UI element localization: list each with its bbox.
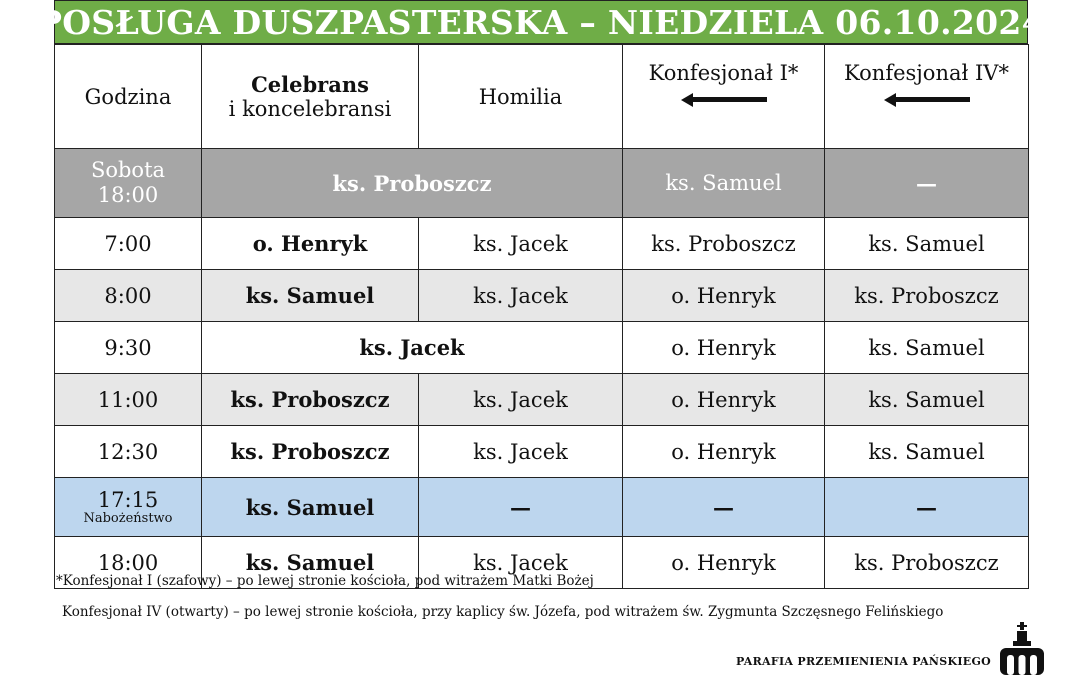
row-konf1: o. Henryk: [623, 374, 825, 426]
row-time-subtitle: Nabożeństwo: [83, 510, 173, 526]
saturday-row: [55, 149, 1029, 218]
saturday-hour: 18:00: [97, 183, 159, 207]
header-homilia: Homilia: [419, 45, 623, 149]
header-konf1: [623, 45, 825, 149]
row-time: 12:30: [55, 426, 202, 478]
row-konf1: o. Henryk: [623, 270, 825, 322]
row-time: 11:00: [55, 374, 202, 426]
row-celebrans: ks. Samuel: [202, 478, 419, 537]
row-time: 18:00: [55, 537, 202, 589]
row-homilia: —: [419, 478, 623, 537]
row-time: [55, 478, 202, 537]
row-konf1: o. Henryk: [623, 322, 825, 374]
row-konf4: ks. Samuel: [825, 218, 1029, 270]
header-godzina: Godzina: [55, 45, 202, 149]
header-celebrans: [202, 45, 419, 149]
header-konf1-label: Konfesjonał I*: [648, 61, 799, 85]
table-row: [55, 322, 1029, 374]
row-homilia: ks. Jacek: [419, 537, 623, 589]
row-time: 8:00: [55, 270, 202, 322]
table-row: [55, 426, 1029, 478]
page-title: POSŁUGA DUSZPASTERSKA – NIEDZIELA 06.10.2024: [54, 0, 1028, 44]
table-row: [55, 270, 1029, 322]
table-row: [55, 374, 1029, 426]
row-konf4: ks. Proboszcz: [825, 537, 1029, 589]
row-konf4: ks. Samuel: [825, 322, 1029, 374]
table-row: [55, 218, 1029, 270]
footnote-konfesjonal-4: Konfesjonał IV (otwarty) – po lewej stronie kościoła, przy kaplicy św. Józefa, pod witrażem św. Zygmunta Szczęsnego Felińskiego: [62, 604, 944, 620]
arrow-left-icon: [681, 93, 767, 107]
church-logo-icon: [996, 622, 1048, 675]
row-konf1: o. Henryk: [623, 426, 825, 478]
row-konf4: ks. Samuel: [825, 426, 1029, 478]
row-homilia: ks. Jacek: [419, 374, 623, 426]
row-celebrans: ks. Samuel: [202, 270, 419, 322]
row-celebrans: ks. Samuel: [202, 537, 419, 589]
row-homilia: ks. Jacek: [419, 270, 623, 322]
row-celebrans: ks. Proboszcz: [202, 426, 419, 478]
saturday-konf4: —: [825, 149, 1029, 218]
row-time: 9:30: [55, 322, 202, 374]
row-homilia: ks. Jacek: [419, 218, 623, 270]
footnote-konfesjonal-1: *Konfesjonał I (szafowy) – po lewej stronie kościoła, pod witrażem Matki Bożej: [56, 573, 594, 589]
header-celebrans-subtitle: i koncelebransi: [228, 97, 392, 121]
row-time-value: 17:15: [97, 487, 159, 512]
row-homilia: ks. Jacek: [419, 426, 623, 478]
row-konf4: —: [825, 478, 1029, 537]
header-konf4-label: Konfesjonał IV*: [844, 61, 1009, 85]
header-konf4: [825, 45, 1029, 149]
parish-name: PARAFIA PRZEMIENIENIA PAŃSKIEGO: [736, 655, 992, 668]
row-celebrans: ks. Jacek: [202, 322, 623, 374]
row-celebrans: ks. Proboszcz: [202, 374, 419, 426]
saturday-day: Sobota: [90, 157, 166, 182]
row-time: 7:00: [55, 218, 202, 270]
header-celebrans-title: Celebrans: [251, 72, 369, 97]
saturday-time: [55, 149, 202, 218]
row-celebrans: o. Henryk: [202, 218, 419, 270]
arrow-left-icon: [884, 93, 970, 107]
row-konf4: ks. Samuel: [825, 374, 1029, 426]
saturday-celebrans: ks. Proboszcz: [202, 149, 623, 218]
row-konf4: ks. Proboszcz: [825, 270, 1029, 322]
header-row: [55, 45, 1029, 149]
table-row: [55, 478, 1029, 537]
row-konf1: ks. Proboszcz: [623, 218, 825, 270]
schedule-table: [54, 44, 1029, 589]
row-konf1: o. Henryk: [623, 537, 825, 589]
row-konf1: —: [623, 478, 825, 537]
saturday-konf1: ks. Samuel: [623, 149, 825, 218]
